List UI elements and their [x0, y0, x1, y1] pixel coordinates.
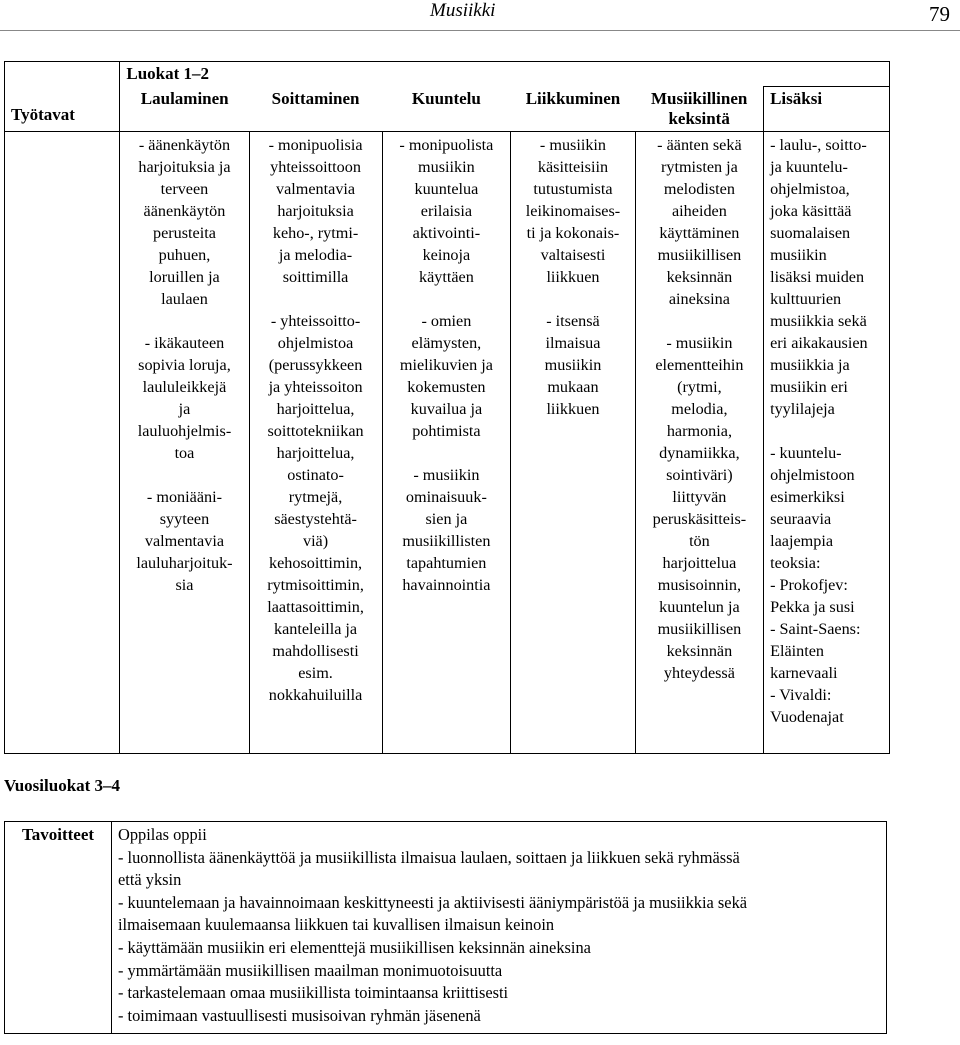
cell-line: keinoja: [422, 245, 471, 264]
paragraph-gap: [386, 442, 508, 464]
cell-line: melodisten: [663, 179, 735, 198]
cell-line: ja kuuntelu-: [770, 157, 848, 176]
cell-liikkuminen: [511, 131, 635, 753]
col-header-lisaksi: Lisäksi: [764, 87, 890, 132]
tyotavat-table: [4, 61, 890, 754]
cell-line: - laulu-, soitto-: [770, 135, 867, 154]
cell-line: käsitteisiin: [537, 157, 609, 176]
goal-line: että yksin: [118, 870, 182, 890]
goal-line: - toimimaan vastuullisesti musisoivan ryhmän jäsenenä: [118, 1005, 481, 1025]
cell-line: tutustumista: [533, 179, 613, 198]
cell-line: yhteissoittoon: [270, 157, 361, 176]
cell-line: (rytmi,: [677, 377, 722, 396]
goal-line: ilmaisemaan kuulemaansa liikkuen tai kuvallisen ilmaisun keinoin: [118, 915, 555, 935]
cell-line: soittotekniikan: [267, 421, 364, 440]
cell-line: musiikin eri: [770, 377, 848, 396]
cell-line: valtaisesti: [540, 245, 606, 264]
paragraph-gap: [514, 288, 631, 310]
cell-line: nokkahuiluilla: [268, 685, 363, 704]
cell-line: erilaisia: [420, 201, 472, 220]
cell-line: ohjelmistoa,: [770, 179, 850, 198]
cell-line: aiheiden: [671, 201, 727, 220]
cell-line: - Saint-Saens:: [770, 619, 861, 638]
cell-musiikillinen-keksinta: [635, 131, 763, 753]
cell-line: perusteita: [152, 223, 216, 242]
cell-line: aineksina: [668, 289, 730, 308]
goal-line: - käyttämään musiikin eri elementtejä musiikillisen keksinnän aineksina: [118, 937, 591, 957]
cell-laulaminen: [120, 131, 249, 753]
cell-line: laululeikkejä: [142, 377, 227, 396]
cell-line: - itsensä: [546, 311, 600, 330]
cell-line: kanteleilla ja: [273, 619, 358, 638]
cell-line: elämysten,: [411, 333, 482, 352]
grade-label: Luokat 1–2: [120, 62, 890, 87]
cell-line: syyteen: [159, 509, 210, 528]
cell-line: - musiikin: [413, 465, 480, 484]
cell-line: - ikäkauteen: [144, 333, 225, 352]
cell-line: musiikin: [418, 157, 475, 176]
row-label-tavoitteet: Tavoitteet: [5, 822, 112, 1034]
cell-line: mukaan: [547, 377, 599, 396]
cell-line: ohjelmistoa: [277, 333, 354, 352]
running-header-title: Musiikki: [430, 0, 496, 21]
cell-line: havainnointia: [402, 575, 491, 594]
cell-line: yhteydessä: [663, 663, 735, 682]
cell-line: musisoinnin,: [657, 575, 741, 594]
cell-line: kehosoittimin,: [269, 553, 363, 572]
cell-line: rytmejä,: [288, 487, 343, 506]
cell-line: keksinnän: [666, 267, 733, 286]
cell-line: - musiikin: [666, 333, 733, 352]
cell-line: ja: [178, 399, 191, 418]
cell-line: lauluharjoituk-: [136, 553, 233, 572]
cell-line: käyttäen: [418, 267, 474, 286]
cell-line: elementteihin: [655, 355, 744, 374]
cell-line: - kuuntelu-: [770, 443, 842, 462]
cell-line: tön: [689, 531, 710, 550]
cell-line: ilmaisua: [545, 333, 601, 352]
goal-line: - kuuntelemaan ja havainnoimaan keskittyneesti ja aktiivisesti ääniympäristöä ja musiikkia sekä: [118, 892, 748, 912]
goal-line: - luonnollista äänenkäyttöä ja musiikillista ilmaisua laulaen, soittaen ja liikkuen sekä ryhmässä: [118, 847, 740, 867]
paragraph-gap: [123, 310, 245, 332]
cell-line: ti ja kokonais-: [526, 223, 620, 242]
paragraph-gap: [639, 310, 760, 332]
cell-line: sien ja: [425, 509, 468, 528]
cell-line: tyylilajeja: [770, 399, 835, 418]
cell-line: säestystehtä-: [274, 509, 357, 528]
cell-lisaksi: [764, 131, 890, 753]
cell-line: lisäksi muiden: [770, 267, 865, 286]
cell-line: harjoittelua,: [276, 399, 355, 418]
cell-line: - äänenkäytön: [138, 135, 231, 154]
cell-line: Pekka ja susi: [770, 597, 855, 616]
cell-line: terveen: [160, 179, 209, 198]
cell-line: sointiväri): [666, 465, 733, 484]
cell-line: harjoittelua: [662, 553, 737, 572]
cell-line: harmonia,: [666, 421, 732, 440]
cell-line: esim.: [298, 663, 333, 682]
cell-line: esimerkiksi: [770, 487, 845, 506]
cell-line: - äänten sekä: [657, 135, 742, 154]
cell-line: ohjelmistoon: [770, 465, 855, 484]
cell-line: - Vivaldi:: [770, 685, 832, 704]
paragraph-gap: [386, 288, 508, 310]
paragraph-gap: [253, 288, 379, 310]
cell-line: - musiikin: [539, 135, 607, 154]
cell-kuuntelu: [382, 131, 511, 753]
cell-line: - moniääni-: [146, 487, 222, 506]
cell-line: Vuodenajat: [770, 707, 844, 726]
goal-line: - ymmärtämään musiikillisen maailman monimuotoisuutta: [118, 960, 503, 980]
cell-line: - omien: [421, 311, 472, 330]
header-rule: [0, 30, 960, 31]
cell-line: leikinomaises-: [525, 201, 621, 220]
grade-label-3-4: Vuosiluokat 3–4: [4, 776, 121, 795]
cell-line: - monipuolisia: [268, 135, 363, 154]
cell-line: mahdollisesti: [272, 641, 359, 660]
cell-line: puhuen,: [158, 245, 211, 264]
cell-line: musiikkia ja: [770, 355, 850, 374]
cell-line: laattasoittimin,: [267, 597, 364, 616]
cell-line: kuuntelua: [414, 179, 479, 198]
col-header-laulaminen: Laulaminen: [120, 87, 249, 132]
cell-line: suomalaisen: [770, 223, 851, 242]
cell-line: musiikkia sekä: [770, 311, 867, 330]
cell-line: äänenkäytön: [143, 201, 226, 220]
cell-line: karnevaali: [770, 663, 838, 682]
cell-line: harjoituksia ja: [138, 157, 231, 176]
cell-line: lauluohjelmis-: [137, 421, 232, 440]
cell-line: seuraavia: [770, 509, 832, 528]
cell-line: kokemusten: [407, 377, 486, 396]
cell-line: sopivia loruja,: [138, 355, 231, 374]
cell-line: musiikillisen: [657, 619, 742, 638]
cell-line: laajempia: [770, 531, 834, 550]
cell-line: sia: [175, 575, 194, 594]
cell-line: ominaisuuk-: [405, 487, 487, 506]
cell-line: mielikuvien ja: [399, 355, 493, 374]
cell-line: keho-, rytmi-: [272, 223, 359, 242]
cell-soittaminen: [249, 131, 382, 753]
cell-line: - Prokofjev:: [770, 575, 848, 594]
cell-line: valmentavia: [276, 179, 356, 198]
goal-line: - tarkastelemaan omaa musiikillista toimintaansa kriittisesti: [118, 983, 509, 1003]
cell-line: loruillen ja: [149, 267, 220, 286]
cell-line: laulaen: [161, 289, 208, 308]
goals-text: [112, 822, 887, 1034]
cell-line: kuvailua ja: [410, 399, 483, 418]
cell-line: ja yhteissoiton: [268, 377, 363, 396]
cell-line: ostinato-: [287, 465, 344, 484]
cell-line: musiikin: [544, 355, 602, 374]
col-header-musiikillinen-keksinta: Musiikillinen keksintä: [635, 87, 763, 132]
page-number: 79: [929, 2, 950, 26]
cell-line: rytmisoittimin,: [267, 575, 364, 594]
cell-line: valmentavia: [144, 531, 225, 550]
cell-line: kulttuurien: [770, 289, 842, 308]
cell-line: Eläinten: [770, 641, 825, 660]
cell-line: harjoituksia: [277, 201, 354, 220]
cell-line: harjoittelua,: [276, 443, 355, 462]
cell-line: liikkuen: [546, 399, 600, 418]
tavoitteet-table: [4, 821, 887, 1034]
cell-line: (perussykkeen: [268, 355, 363, 374]
row-label-empty: [5, 131, 120, 753]
col-header-soittaminen: Soittaminen: [249, 87, 382, 132]
cell-line: teoksia:: [770, 553, 821, 572]
cell-line: aktivointi-: [412, 223, 481, 242]
cell-line: pohtimista: [412, 421, 481, 440]
cell-line: - monipuolista: [399, 135, 494, 154]
cell-line: keksinnän: [666, 641, 733, 660]
cell-line: peruskäsitteis-: [652, 509, 747, 528]
cell-line: tapahtumien: [406, 553, 487, 572]
row-label-tyotavat: Työtavat: [5, 62, 120, 132]
goal-line: Oppilas oppii: [118, 825, 207, 844]
cell-line: eri aikakausien: [770, 333, 868, 352]
cell-line: käyttäminen: [659, 223, 740, 242]
col-header-kuuntelu: Kuuntelu: [382, 87, 511, 132]
cell-line: liikkuen: [546, 267, 600, 286]
cell-line: viä): [302, 531, 329, 550]
paragraph-gap: [770, 420, 886, 442]
cell-line: rytmisten ja: [660, 157, 738, 176]
paragraph-gap: [123, 464, 245, 486]
cell-line: soittimilla: [282, 267, 349, 286]
cell-line: musiikillisen: [657, 245, 742, 264]
cell-line: toa: [174, 443, 195, 462]
cell-line: musiikillisten: [402, 531, 491, 550]
cell-line: liittyvän: [672, 487, 727, 506]
cell-line: - yhteissoitto-: [270, 311, 361, 330]
cell-line: ja melodia-: [278, 245, 353, 264]
cell-line: melodia,: [671, 399, 728, 418]
cell-line: kuuntelun ja: [659, 597, 740, 616]
cell-line: musiikin: [770, 245, 827, 264]
col-header-liikkuminen: Liikkuminen: [511, 87, 635, 132]
cell-line: joka käsittää: [770, 201, 852, 220]
cell-line: dynamiikka,: [659, 443, 740, 462]
